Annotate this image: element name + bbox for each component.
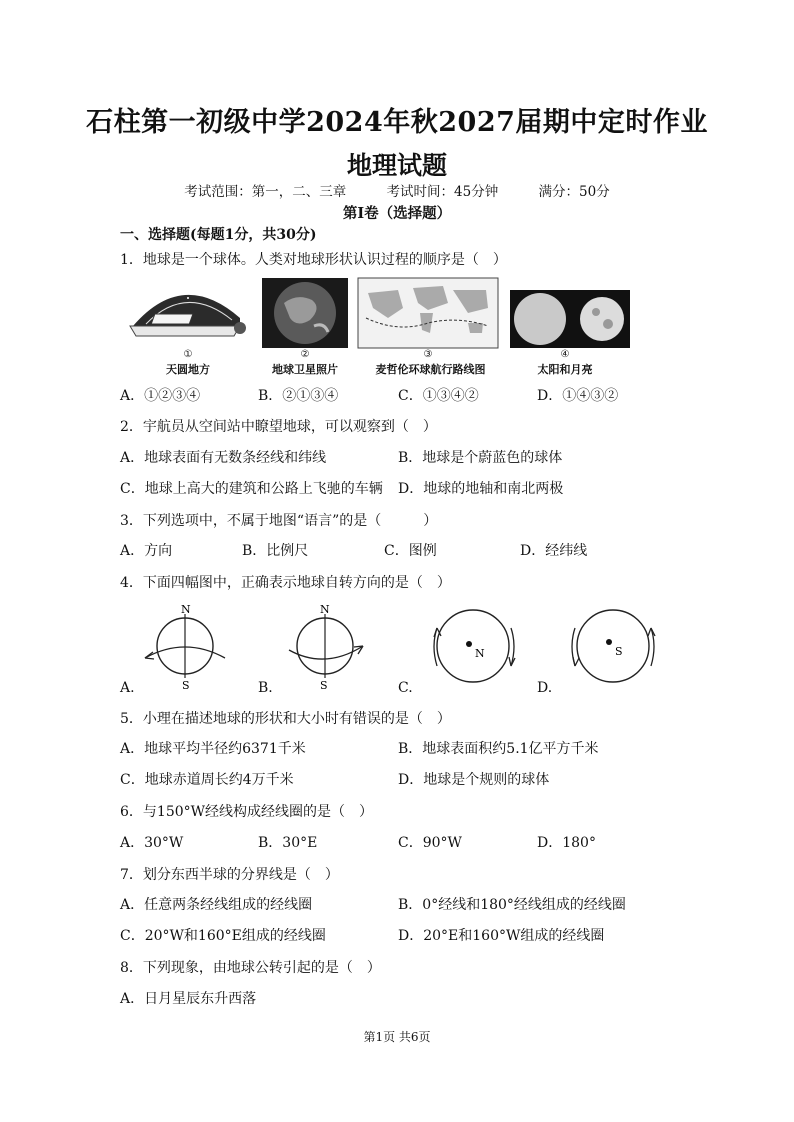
polar-rotation-icon: [425, 606, 525, 691]
q6-option-c[interactable]: C．90°W: [398, 835, 462, 851]
q4-figure-d: [565, 606, 665, 691]
question-2-stem: 2．宇航员从空间站中瞭望地球，可以观察到（ ）: [120, 419, 437, 435]
q1-image-1-caption: 天圆地方: [166, 363, 210, 376]
q5-option-c[interactable]: C．地球赤道周长约4万千米: [120, 772, 294, 788]
q3-option-d[interactable]: D．经纬线: [520, 543, 588, 559]
q1-option-c[interactable]: C．①③④②: [398, 388, 479, 404]
q6-option-d[interactable]: D．180°: [537, 835, 596, 851]
q4-b-north-label: N: [320, 603, 330, 616]
exam-meta: [0, 180, 794, 200]
q1-option-b[interactable]: B．②①③④: [258, 388, 339, 404]
q2-option-a[interactable]: A．地球表面有无数条经线和纬线: [120, 450, 327, 466]
q8-option-a[interactable]: A．日月星辰东升西落: [120, 991, 257, 1007]
question-1-stem: 1．地球是一个球体。人类对地球形状认识过程的顺序是（ ）: [120, 252, 507, 268]
question-5-stem: 5．小理在描述地球的形状和大小时有错误的是（ ）: [120, 711, 451, 727]
q4-figure-b: [285, 603, 375, 692]
q3-option-a[interactable]: A．方向: [120, 543, 173, 559]
q4-a-south-label: S: [182, 679, 190, 692]
section-heading: 一、选择题(每题1分，共30分): [120, 227, 317, 243]
exam-score: 满分：50分: [538, 184, 610, 200]
q4-d-pole-label: S: [615, 645, 623, 658]
polar-rotation-icon: [565, 606, 665, 691]
q6-option-a[interactable]: A．30°W: [120, 835, 184, 851]
q7-option-c[interactable]: C．20°W和160°E组成的经线圈: [120, 928, 326, 944]
q2-option-b[interactable]: B．地球是个蔚蓝色的球体: [398, 450, 563, 466]
q1-image-3: [358, 278, 498, 348]
question-8-stem: 8．下列现象，由地球公转引起的是（ ）: [120, 960, 381, 976]
q4-figure-c: [425, 606, 525, 691]
q6-option-b[interactable]: B．30°E: [258, 835, 318, 851]
earth-photo-icon: [262, 278, 348, 348]
volume-heading: 第Ⅰ卷（选择题）: [342, 205, 452, 222]
exam-scope: 考试范围：第一，二、三章: [184, 184, 347, 200]
globe-rotation-icon: [140, 603, 230, 692]
q4-figure-a: [140, 603, 230, 692]
globe-rotation-icon: [285, 603, 375, 692]
question-4-stem: 4．下面四幅图中，正确表示地球自转方向的是（ ）: [120, 575, 451, 591]
q1-image-2-caption: 地球卫星照片: [272, 363, 338, 376]
sun-moon-icon: [510, 290, 630, 348]
q4-c-pole-label: N: [475, 647, 485, 660]
q5-option-d[interactable]: D．地球是个规则的球体: [398, 772, 550, 788]
exam-title: 石柱第一初级中学2024年秋2027届期中定时作业: [86, 107, 708, 138]
q4-option-a[interactable]: A.: [120, 680, 135, 696]
world-map-icon: [358, 278, 498, 348]
q1-image-3-caption: 麦哲伦环球航行路线图: [375, 363, 486, 376]
q1-image-1-num: ①: [183, 349, 193, 360]
q1-image-4-num: ④: [560, 349, 570, 360]
q1-image-3-num: ③: [423, 349, 433, 360]
q3-option-c[interactable]: C．图例: [384, 543, 437, 559]
q4-option-c[interactable]: C.: [398, 680, 413, 696]
q1-image-1: [128, 278, 248, 348]
q4-option-b[interactable]: B.: [258, 680, 273, 696]
q7-option-b[interactable]: B．0°经线和180°经线组成的经线圈: [398, 897, 626, 913]
sky-dome-icon: [128, 278, 248, 348]
q1-image-2-num: ②: [300, 349, 310, 360]
q1-image-2: [262, 278, 348, 348]
question-6-stem: 6．与150°W经线构成经线圈的是（ ）: [120, 804, 374, 820]
q5-option-b[interactable]: B．地球表面积约5.1亿平方千米: [398, 741, 599, 757]
q2-option-c[interactable]: C．地球上高大的建筑和公路上飞驰的车辆: [120, 481, 383, 497]
q7-option-a[interactable]: A．任意两条经线组成的经线圈: [120, 897, 313, 913]
q2-option-d[interactable]: D．地球的地轴和南北两极: [398, 481, 564, 497]
q1-image-4: [510, 290, 630, 348]
q1-image-4-caption: 太阳和月亮: [537, 363, 593, 376]
q1-option-d[interactable]: D．①④③②: [537, 388, 619, 404]
q4-b-south-label: S: [320, 679, 328, 692]
question-3-stem: 3．下列选项中，不属于地图“语言”的是（ ）: [120, 513, 438, 529]
q3-option-b[interactable]: B．比例尺: [242, 543, 309, 559]
q4-option-d[interactable]: D.: [537, 680, 553, 696]
q4-a-north-label: N: [181, 603, 191, 616]
q1-option-a[interactable]: A．①②③④: [120, 388, 201, 404]
page-footer: 第1页 共6页: [363, 1030, 431, 1044]
q7-option-d[interactable]: D．20°E和160°W组成的经线圈: [398, 928, 605, 944]
question-7-stem: 7．划分东西半球的分界线是（ ）: [120, 867, 339, 883]
q5-option-a[interactable]: A．地球平均半径约6371千米: [120, 741, 306, 757]
exam-subtitle: 地理试题: [346, 151, 447, 180]
exam-time: 考试时间：45分钟: [386, 184, 499, 200]
